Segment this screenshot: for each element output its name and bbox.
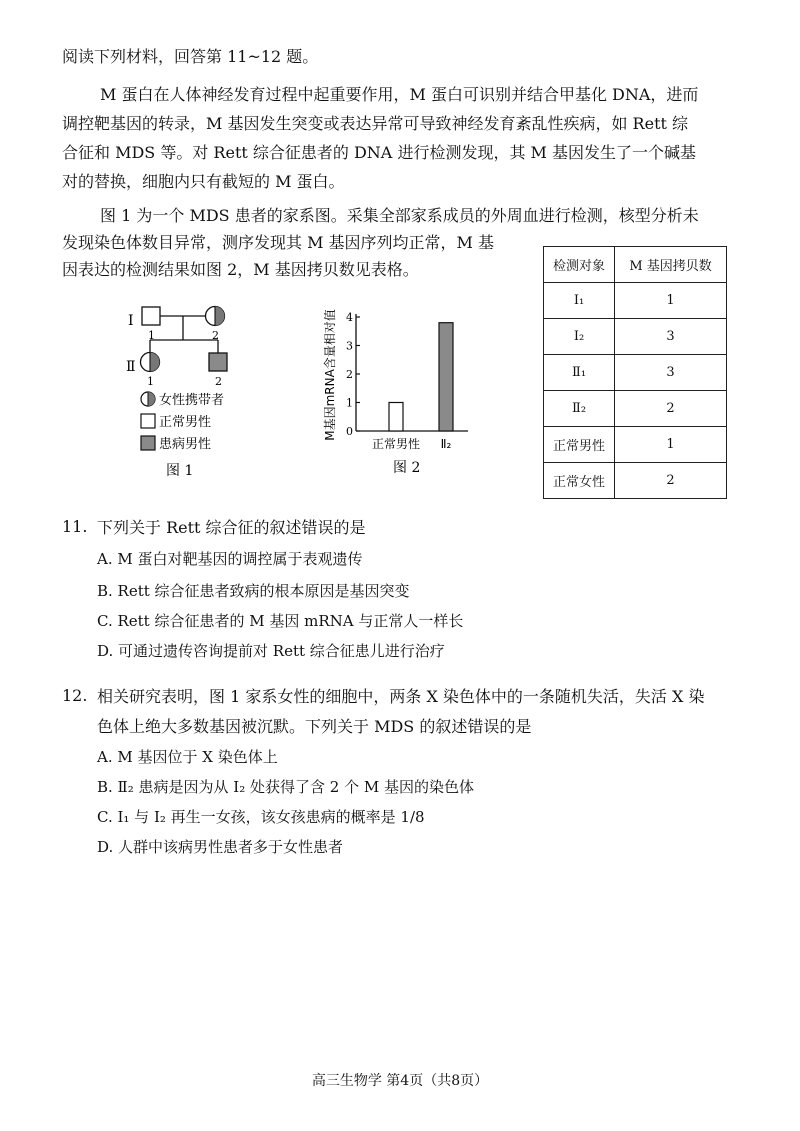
table-header-subject: 检测对象 (544, 247, 615, 283)
table-cell-copy-number: 1 (615, 283, 727, 319)
q11-option-d: D. 可通过遗传咨询提前对 Rett 综合征患儿进行治疗 (97, 642, 445, 660)
bar-II2 (439, 323, 453, 431)
I2-number: 2 (212, 329, 219, 342)
table-cell-subject: Ⅱ₁ (544, 355, 615, 391)
table-header-copy-number: M 基因拷贝数 (615, 247, 727, 283)
copy-number-table (543, 246, 727, 499)
table-cell-copy-number: 3 (615, 355, 727, 391)
p1-line-3: 合征和 MDS 等。对 Rett 综合征患者的 DNA 进行检测发现，其 M 基因发生了一个碱基 (62, 143, 697, 162)
table-cell-subject: Ⅰ₁ (544, 283, 615, 319)
p1-line-4: 对的替换，细胞内只有截短的 M 蛋白。 (62, 172, 345, 191)
chart-ylabel: M基因mRNA含量相对值 (323, 309, 337, 441)
intro-text: 阅读下列材料，回答第 11~12 题。 (62, 47, 319, 66)
table-cell-copy-number: 1 (615, 427, 727, 463)
q11-number: 11. (62, 517, 88, 536)
pedigree-figure (110, 295, 280, 485)
q12-option-d: D. 人群中该病男性患者多于女性患者 (97, 838, 344, 856)
q12-option-a: A. M 基因位于 X 染色体上 (97, 748, 278, 766)
y-tick-label: 1 (346, 396, 353, 410)
II2-number: 2 (215, 375, 222, 388)
table-cell-copy-number: 3 (615, 319, 727, 355)
table-row (544, 319, 727, 355)
table-row (544, 427, 727, 463)
q12-option-c: C. Ⅰ₁ 与 Ⅰ₂ 再生一女孩，该女孩患病的概率是 1/8 (97, 808, 425, 826)
y-tick-label: 2 (346, 368, 353, 381)
carrier-shading (215, 307, 224, 326)
gen1-label: Ⅰ (128, 313, 134, 329)
x-category-label: Ⅱ₂ (440, 437, 452, 451)
table-cell-subject: Ⅱ₂ (544, 391, 615, 427)
legend-normal-male-label: 正常男性 (159, 415, 212, 430)
table-row (544, 391, 727, 427)
p2-line-2: 发现染色体数目异常，测序发现其 M 基因序列均正常，M 基 (62, 233, 495, 252)
p2-line-1: 图 1 为一个 MDS 患者的家系图。采集全部家系成员的外周血进行检测，核型分析未 (100, 206, 699, 225)
p1-line-2: 调控靶基因的转录，M 基因发生突变或表达异常可导致神经发育紊乱性疾病，如 Rett 综 (62, 114, 689, 133)
table-cell-copy-number: 2 (615, 463, 727, 499)
page-footer: 高三生物学 第4页（共8页） (311, 1073, 489, 1089)
bar-normal-male (389, 403, 403, 432)
y-tick-label: 3 (346, 339, 353, 353)
q12-number: 12. (62, 686, 88, 705)
q12-stem-line-1: 相关研究表明，图 1 家系女性的细胞中，两条 X 染色体中的一条随机失活，失活 X 染 (97, 687, 705, 706)
y-tick-label: 4 (346, 311, 353, 324)
q11-option-c: C. Rett 综合征患者的 M 基因 mRNA 与正常人一样长 (97, 612, 464, 630)
II1-number: 1 (147, 375, 154, 388)
p2-line-3: 因表达的检测结果如图 2，M 基因拷贝数见表格。 (62, 260, 419, 279)
figure2-caption: 图 2 (393, 460, 421, 476)
table-row (544, 463, 727, 499)
q12-stem-line-2: 色体上绝大多数基因被沉默。下列关于 MDS 的叙述错误的是 (97, 717, 532, 736)
x-category-label: 正常男性 (371, 437, 421, 451)
table-cell-copy-number: 2 (615, 391, 727, 427)
table-row (544, 283, 727, 319)
q11-option-a: A. M 蛋白对靶基因的调控属于表观遗传 (97, 550, 363, 568)
y-tick-label: 0 (346, 425, 353, 438)
figure1-caption: 图 1 (166, 463, 194, 479)
p1-line-1: M 蛋白在人体神经发育过程中起重要作用，M 蛋白可识别并结合甲基化 DNA，进而 (100, 85, 699, 104)
table-cell-subject: 正常男性 (544, 427, 615, 463)
legend-carrier-label: 女性携带者 (159, 393, 225, 408)
table-cell-subject: 正常女性 (544, 463, 615, 499)
table-row (544, 355, 727, 391)
table-cell-subject: Ⅰ₂ (544, 319, 615, 355)
pedigree-I1-male (142, 307, 160, 325)
gen2-label: Ⅱ (126, 359, 136, 375)
table-header-row (544, 247, 727, 283)
mrna-bar-chart (318, 300, 478, 480)
I1-number: 1 (148, 329, 155, 342)
q12-option-b: B. Ⅱ₂ 患病是因为从 Ⅰ₂ 处获得了含 2 个 M 基因的染色体 (97, 778, 474, 796)
q11-option-b: B. Rett 综合征患者致病的根本原因是基因突变 (97, 582, 410, 600)
pedigree-II2-affected-male (209, 353, 227, 371)
legend-affected-male-icon (141, 436, 155, 450)
q11-stem: 下列关于 Rett 综合征的叙述错误的是 (97, 518, 366, 537)
legend-normal-male-icon (141, 414, 155, 428)
legend-affected-male-label: 患病男性 (159, 437, 212, 452)
